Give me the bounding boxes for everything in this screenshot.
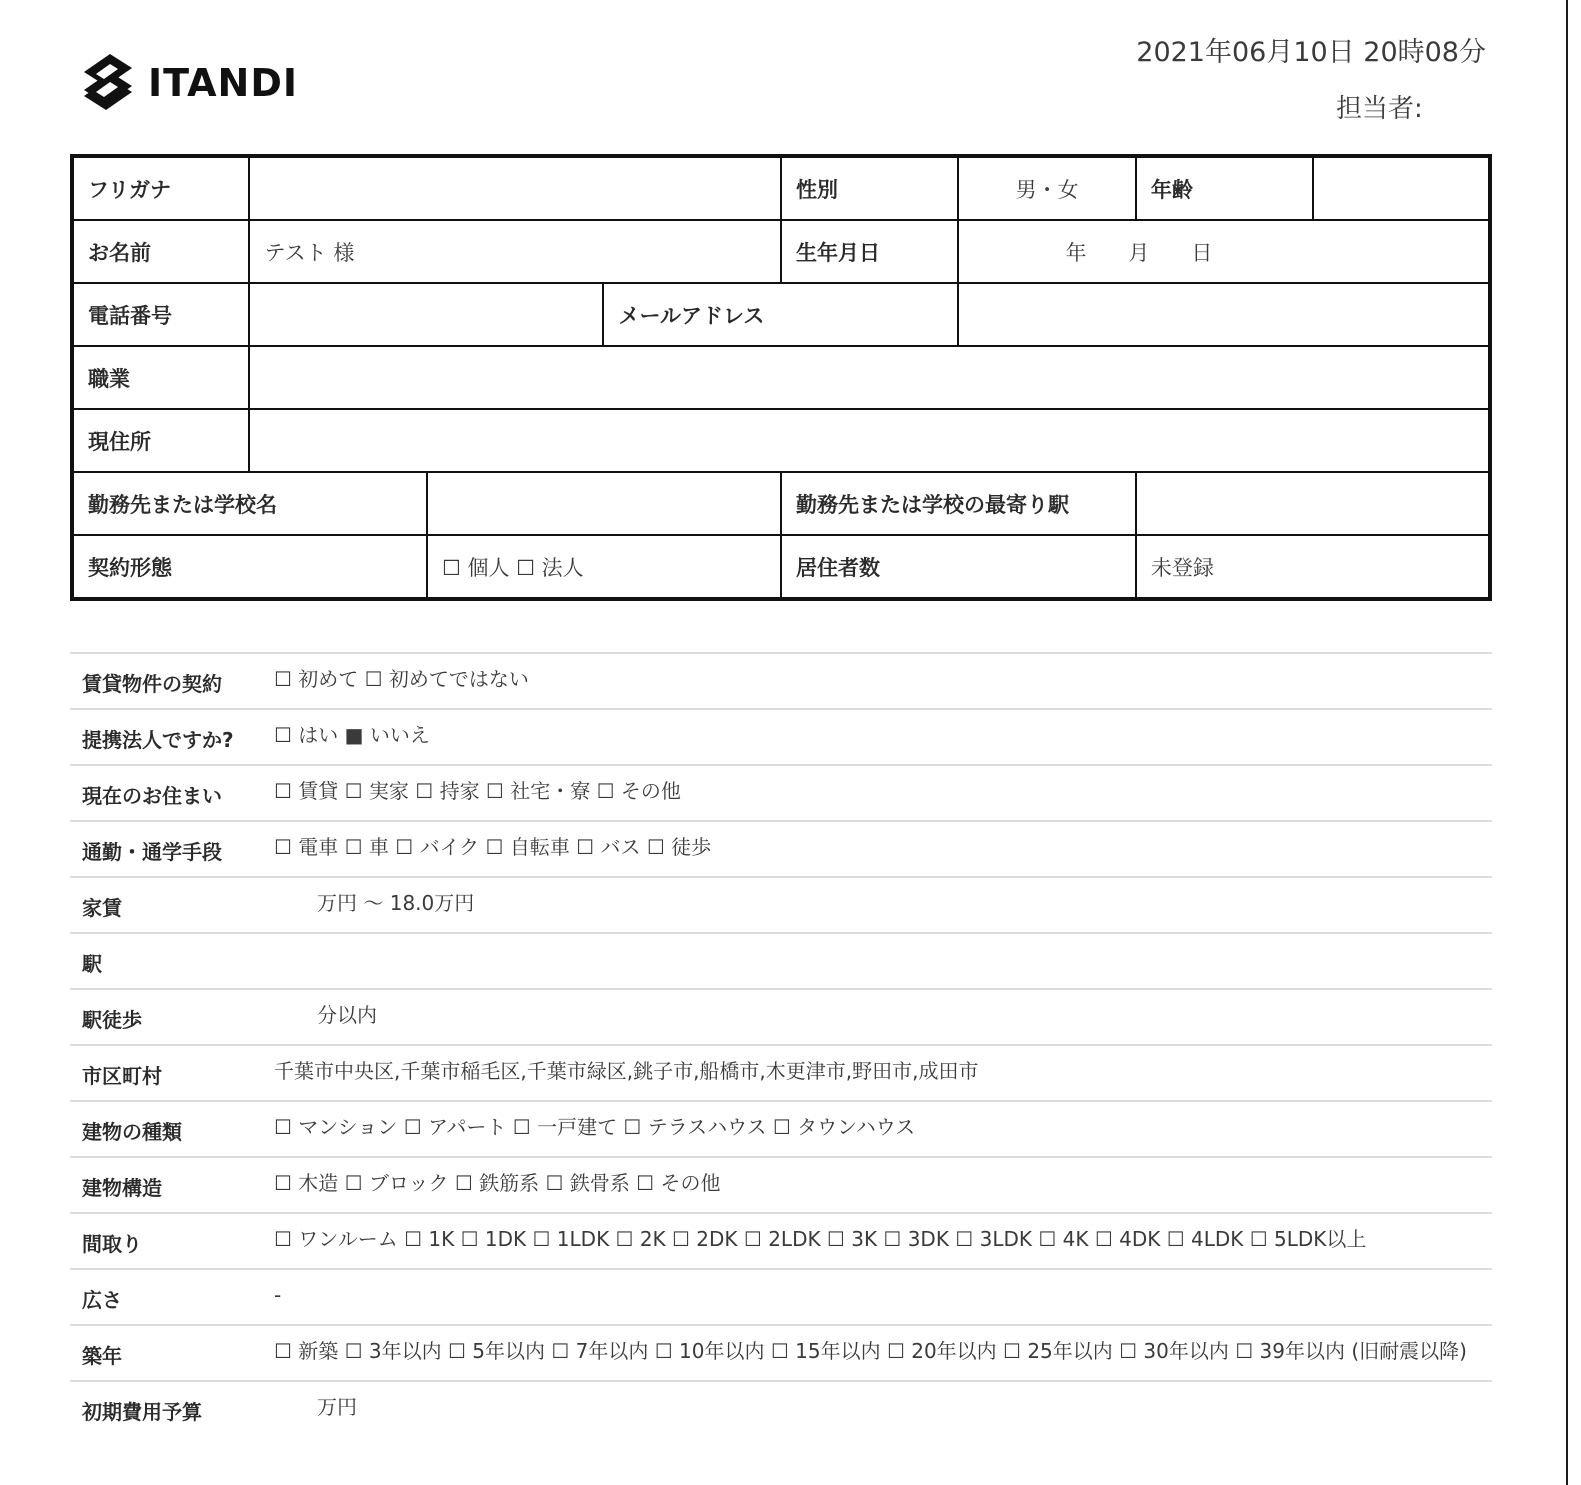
- condition-row: [70, 764, 1492, 820]
- page-edge-rule: [1566, 0, 1568, 1485]
- condition-label: 提携法人ですか?: [82, 728, 234, 752]
- condition-label: 家賃: [82, 896, 122, 920]
- age-label: 年齢: [1136, 156, 1313, 220]
- birthdate-value: 年 月 日: [958, 220, 1490, 283]
- condition-label: 通勤・通学手段: [82, 840, 222, 864]
- condition-value: ☐ 初めて ☐ 初めてではない: [274, 667, 529, 691]
- person-in-charge-label: 担当者:: [1336, 94, 1423, 124]
- condition-label: 市区町村: [82, 1064, 162, 1088]
- condition-label: 建物構造: [82, 1176, 162, 1200]
- condition-label: 広さ: [82, 1288, 122, 1312]
- condition-value: ☐ 木造 ☐ ブロック ☐ 鉄筋系 ☐ 鉄骨系 ☐ その他: [274, 1171, 721, 1195]
- condition-value: ☐ 賃貸 ☐ 実家 ☐ 持家 ☐ 社宅・寮 ☐ その他: [274, 779, 681, 803]
- current-address-label: 現住所: [72, 409, 249, 472]
- condition-value: ☐ ワンルーム ☐ 1K ☐ 1DK ☐ 1LDK ☐ 2K ☐ 2DK ☐ 2LDK ☐ 3K ☐ 3DK ☐ 3LDK ☐ 4K ☐ 4DK ☐ 4LDK ☐ 5LDK以上: [274, 1227, 1367, 1251]
- itandi-logo: [80, 52, 298, 114]
- workplace-station-value: [1136, 472, 1490, 535]
- condition-label: 賃貸物件の契約: [82, 672, 222, 696]
- condition-label: 築年: [82, 1344, 122, 1368]
- condition-value: 千葉市中央区,千葉市稲毛区,千葉市緑区,銚子市,船橋市,木更津市,野田市,成田市: [274, 1059, 979, 1083]
- condition-row: [70, 1324, 1492, 1380]
- birthdate-label: 生年月日: [781, 220, 958, 283]
- condition-row: [70, 988, 1492, 1044]
- contract-type-label: 契約形態: [72, 535, 427, 599]
- condition-value: [274, 930, 1492, 956]
- condition-label: 初期費用予算: [82, 1400, 202, 1424]
- workplace-station-label: 勤務先または学校の最寄り駅: [781, 472, 1136, 535]
- condition-label: 駅徒歩: [82, 1008, 142, 1032]
- contract-type-value: ☐ 個人 ☐ 法人: [427, 535, 781, 599]
- condition-value: -: [274, 1283, 282, 1307]
- condition-row: [70, 1380, 1492, 1436]
- table-row: [72, 346, 1490, 409]
- residents-label: 居住者数: [781, 535, 1136, 599]
- phone-label: 電話番号: [72, 283, 249, 346]
- condition-label: 間取り: [82, 1232, 142, 1256]
- condition-row: [70, 1044, 1492, 1100]
- condition-value: ☐ マンション ☐ アパート ☐ 一戸建て ☐ テラスハウス ☐ タウンハウス: [274, 1115, 916, 1139]
- condition-row: [70, 932, 1492, 988]
- condition-label: 現在のお住まい: [82, 784, 222, 808]
- gender-value: 男・女: [958, 156, 1135, 220]
- condition-row: [70, 652, 1492, 708]
- condition-label: 駅: [82, 952, 102, 976]
- table-row: [72, 409, 1490, 472]
- furigana-label: フリガナ: [72, 156, 249, 220]
- age-value: [1313, 156, 1490, 220]
- condition-value: ☐ はい ■ いいえ: [274, 723, 430, 747]
- condition-row: [70, 1268, 1492, 1324]
- condition-row: [70, 1100, 1492, 1156]
- furigana-value: [249, 156, 780, 220]
- phone-value: [249, 283, 603, 346]
- condition-value: ☐ 電車 ☐ 車 ☐ バイク ☐ 自転車 ☐ バス ☐ 徒歩: [274, 835, 712, 859]
- table-row: [72, 220, 1490, 283]
- occupation-value: [249, 346, 1490, 409]
- residents-value: 未登録: [1136, 535, 1490, 599]
- email-value: [958, 283, 1490, 346]
- itandi-logo-icon: [80, 52, 136, 114]
- condition-row: [70, 1212, 1492, 1268]
- occupation-label: 職業: [72, 346, 249, 409]
- customer-info-table: [70, 154, 1492, 601]
- current-address-value: [249, 409, 1490, 472]
- condition-value: 分以内: [317, 1003, 377, 1027]
- table-row: [72, 535, 1490, 599]
- table-row: [72, 472, 1490, 535]
- condition-value: ☐ 新築 ☐ 3年以内 ☐ 5年以内 ☐ 7年以内 ☐ 10年以内 ☐ 15年以内 ☐ 20年以内 ☐ 25年以内 ☐ 30年以内 ☐ 39年以内 (旧耐震以降): [274, 1339, 1467, 1363]
- logo-text: ITANDI: [148, 61, 299, 105]
- condition-row: [70, 876, 1492, 932]
- workplace-label: 勤務先または学校名: [72, 472, 427, 535]
- name-value: テスト 様: [249, 220, 780, 283]
- workplace-value: [427, 472, 781, 535]
- condition-row: [70, 708, 1492, 764]
- condition-value: 万円 〜 18.0万円: [317, 891, 475, 915]
- email-label: メールアドレス: [603, 283, 958, 346]
- condition-row: [70, 1156, 1492, 1212]
- condition-value: 万円: [317, 1395, 357, 1419]
- document-date: 2021年06月10日 20時08分: [1136, 37, 1486, 68]
- name-label: お名前: [72, 220, 249, 283]
- condition-label: 建物の種類: [82, 1120, 182, 1144]
- table-row: [72, 156, 1490, 220]
- table-row: [72, 283, 1490, 346]
- gender-label: 性別: [781, 156, 958, 220]
- condition-row: [70, 820, 1492, 876]
- desired-conditions-list: [70, 652, 1492, 1436]
